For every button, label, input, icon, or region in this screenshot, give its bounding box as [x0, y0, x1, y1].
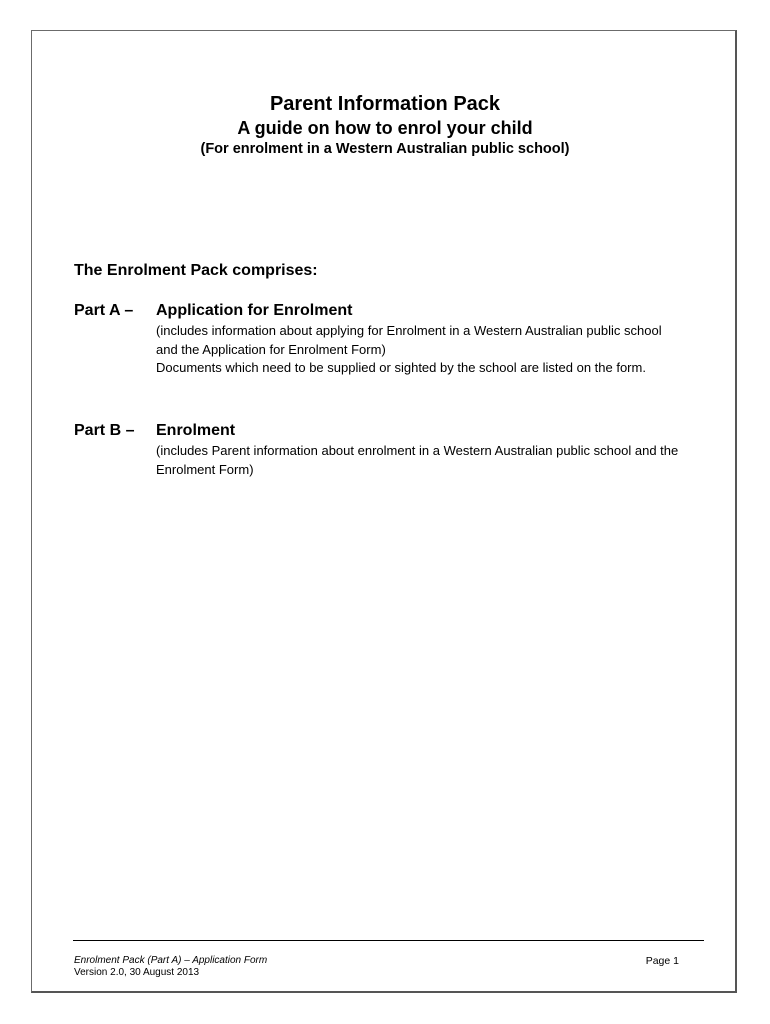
title-block	[0, 91, 770, 159]
page-title: Parent Information Pack	[269, 93, 501, 115]
page-number: Page 1	[645, 955, 679, 967]
footer-version: Version 2.0, 30 August 2013	[74, 967, 200, 978]
footer-info	[74, 955, 267, 979]
part-b-description	[156, 442, 686, 479]
part-a-description-2: Documents which need to be supplied or sighted by the school are listed on the form.	[156, 360, 646, 375]
part-a-description-1: (includes information about applying for Enrolment in a Western Australian public school and the Application for Enrolment Form)	[156, 323, 662, 357]
footer-document-name: Enrolment Pack (Part A) – Application Form	[74, 955, 268, 966]
part-b-description-1: (includes Parent information about enrolment in a Western Australian public school and the Enrolment Form)	[156, 443, 679, 477]
page-note: (For enrolment in a Western Australian public school)	[200, 141, 570, 157]
page-subtitle: A guide on how to enrol your child	[237, 118, 533, 138]
part-a-description	[156, 322, 686, 378]
footer-divider	[73, 940, 704, 941]
page-frame	[31, 30, 737, 993]
contents-heading: The Enrolment Pack comprises:	[74, 262, 318, 279]
part-a-label: Part A –	[74, 302, 134, 319]
part-a-title: Application for Enrolment	[156, 302, 353, 319]
part-b-label: Part B –	[74, 422, 135, 439]
part-b-title: Enrolment	[156, 422, 236, 439]
